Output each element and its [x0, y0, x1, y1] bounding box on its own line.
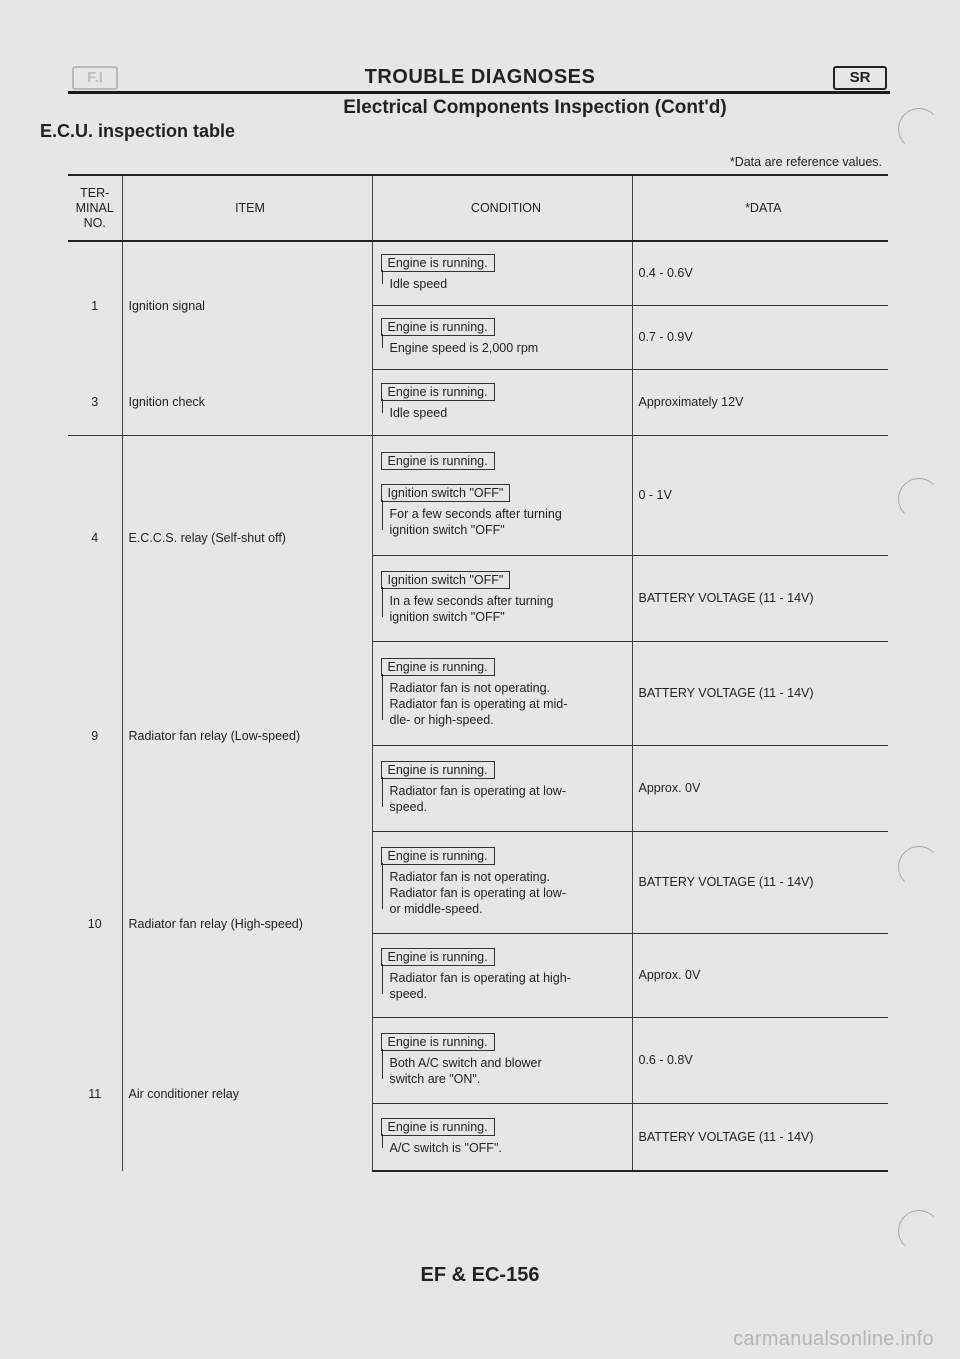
- condition-box: Engine is running.: [381, 452, 495, 470]
- table-row: [68, 641, 888, 745]
- spacer: [381, 474, 632, 484]
- condition-cell: [372, 933, 632, 1017]
- terminal-number: 3: [68, 369, 122, 435]
- header-terminal: [68, 175, 122, 241]
- condition-box: Engine is running.: [381, 318, 495, 336]
- condition-line: speed.: [389, 987, 428, 1001]
- condition-line: Radiator fan is operating at mid-: [389, 697, 568, 711]
- condition-line: Idle speed: [389, 406, 448, 420]
- condition-line: ignition switch "OFF": [389, 610, 505, 624]
- data-value: 0 - 1V: [632, 435, 888, 555]
- terminal-number: 9: [68, 641, 122, 831]
- condition-line: Radiator fan is operating at low-: [389, 886, 566, 900]
- condition-lines: [381, 593, 632, 625]
- table-title: E.C.U. inspection table: [40, 121, 236, 141]
- condition-cell: [372, 435, 632, 555]
- terminal-number: 10: [68, 831, 122, 1017]
- condition-lines: [381, 970, 632, 1002]
- condition-box: Engine is running.: [381, 761, 495, 779]
- condition-cell: [372, 745, 632, 831]
- header-terminal-line: TER-: [80, 185, 110, 200]
- condition-line: Engine speed is 2,000 rpm: [389, 341, 539, 355]
- terminal-number: 1: [68, 241, 122, 369]
- condition-cell: [372, 1103, 632, 1171]
- item-name: Ignition check: [122, 369, 372, 435]
- watermark: carmanualsonline.info: [733, 1328, 934, 1350]
- condition-cell: [372, 555, 632, 641]
- condition-cell: [372, 369, 632, 435]
- data-value: BATTERY VOLTAGE (11 - 14V): [632, 641, 888, 745]
- table-header-row: [68, 175, 888, 241]
- condition-line: switch are "ON".: [389, 1072, 481, 1086]
- condition-line: speed.: [389, 800, 428, 814]
- table-row: [68, 831, 888, 933]
- condition-lines: [381, 506, 632, 538]
- condition-box: Engine is running.: [381, 1118, 495, 1136]
- terminal-number: 4: [68, 435, 122, 641]
- condition-box: Engine is running.: [381, 383, 495, 401]
- header-rule: [68, 91, 890, 94]
- condition-lines: [381, 869, 632, 917]
- condition-lines: [381, 340, 632, 356]
- condition-box: Engine is running.: [381, 948, 495, 966]
- data-value: Approximately 12V: [632, 369, 888, 435]
- condition-line: dle- or high-speed.: [389, 713, 494, 727]
- condition-lines: [381, 276, 632, 292]
- table-row: [68, 1017, 888, 1103]
- data-value: BATTERY VOLTAGE (11 - 14V): [632, 1103, 888, 1171]
- header-terminal-line: MINAL: [75, 200, 114, 215]
- table-row: [68, 369, 888, 435]
- condition-lines: [381, 680, 632, 728]
- condition-line: Radiator fan is operating at high-: [389, 971, 571, 985]
- item-name: Radiator fan relay (Low-speed): [122, 641, 372, 831]
- ecu-inspection-table: [68, 174, 888, 1172]
- data-value: 0.4 - 0.6V: [632, 241, 888, 305]
- condition-line: Radiator fan is operating at low-: [389, 784, 566, 798]
- condition-lines: [381, 1055, 632, 1087]
- table-row: [68, 241, 888, 305]
- condition-box: Engine is running.: [381, 254, 495, 272]
- condition-cell: [372, 641, 632, 745]
- reference-note: *Data are reference values.: [729, 155, 882, 169]
- condition-box: Engine is running.: [381, 847, 495, 865]
- condition-line: or middle-speed.: [389, 902, 483, 916]
- item-name: Ignition signal: [122, 241, 372, 369]
- condition-box: Engine is running.: [381, 658, 495, 676]
- condition-line: In a few seconds after turning: [389, 594, 554, 608]
- condition-line: Idle speed: [389, 277, 448, 292]
- data-value: 0.6 - 0.8V: [632, 1017, 888, 1103]
- condition-lines: [381, 405, 632, 421]
- section-title: Electrical Components Inspection (Cont'd): [343, 97, 727, 118]
- data-value: Approx. 0V: [632, 745, 888, 831]
- condition-box: Engine is running.: [381, 1033, 495, 1051]
- terminal-number: 11: [68, 1017, 122, 1171]
- condition-line: Both A/C switch and blower: [389, 1056, 542, 1070]
- condition-line: ignition switch "OFF": [389, 523, 505, 537]
- condition-cell: [372, 831, 632, 933]
- condition-cell: [372, 305, 632, 369]
- data-value: BATTERY VOLTAGE (11 - 14V): [632, 831, 888, 933]
- binder-hole-icon: [898, 478, 940, 520]
- data-value: BATTERY VOLTAGE (11 - 14V): [632, 555, 888, 641]
- item-name: Air conditioner relay: [122, 1017, 372, 1171]
- header-data: *DATA: [745, 200, 782, 215]
- section-tab-right: SR: [833, 66, 887, 90]
- binder-hole-icon: [898, 108, 940, 150]
- data-value: Approx. 0V: [632, 933, 888, 1017]
- page-number: EF & EC-156: [420, 1264, 540, 1286]
- condition-cell: [372, 241, 632, 305]
- condition-lines: [381, 783, 632, 815]
- header-terminal-line: NO.: [83, 215, 106, 230]
- condition-box: Ignition switch "OFF": [381, 484, 511, 502]
- condition-lines: [381, 1140, 632, 1156]
- binder-hole-icon: [898, 1210, 940, 1252]
- condition-cell: [372, 1017, 632, 1103]
- condition-line: A/C switch is "OFF".: [389, 1140, 502, 1155]
- page-title: TROUBLE DIAGNOSES: [364, 66, 596, 88]
- item-name: Radiator fan relay (High-speed): [122, 831, 372, 1017]
- section-tab-left: F.I: [72, 66, 118, 90]
- condition-line: Radiator fan is not operating.: [389, 681, 551, 695]
- data-value: 0.7 - 0.9V: [632, 305, 888, 369]
- table-row: [68, 435, 888, 555]
- header-item: ITEM: [122, 175, 372, 241]
- binder-hole-icon: [898, 846, 940, 888]
- condition-box: Ignition switch "OFF": [381, 571, 511, 589]
- header-condition: CONDITION: [372, 175, 632, 241]
- condition-line: Radiator fan is not operating.: [389, 870, 551, 884]
- condition-line: For a few seconds after turning: [389, 507, 562, 521]
- item-name: E.C.C.S. relay (Self-shut off): [122, 435, 372, 641]
